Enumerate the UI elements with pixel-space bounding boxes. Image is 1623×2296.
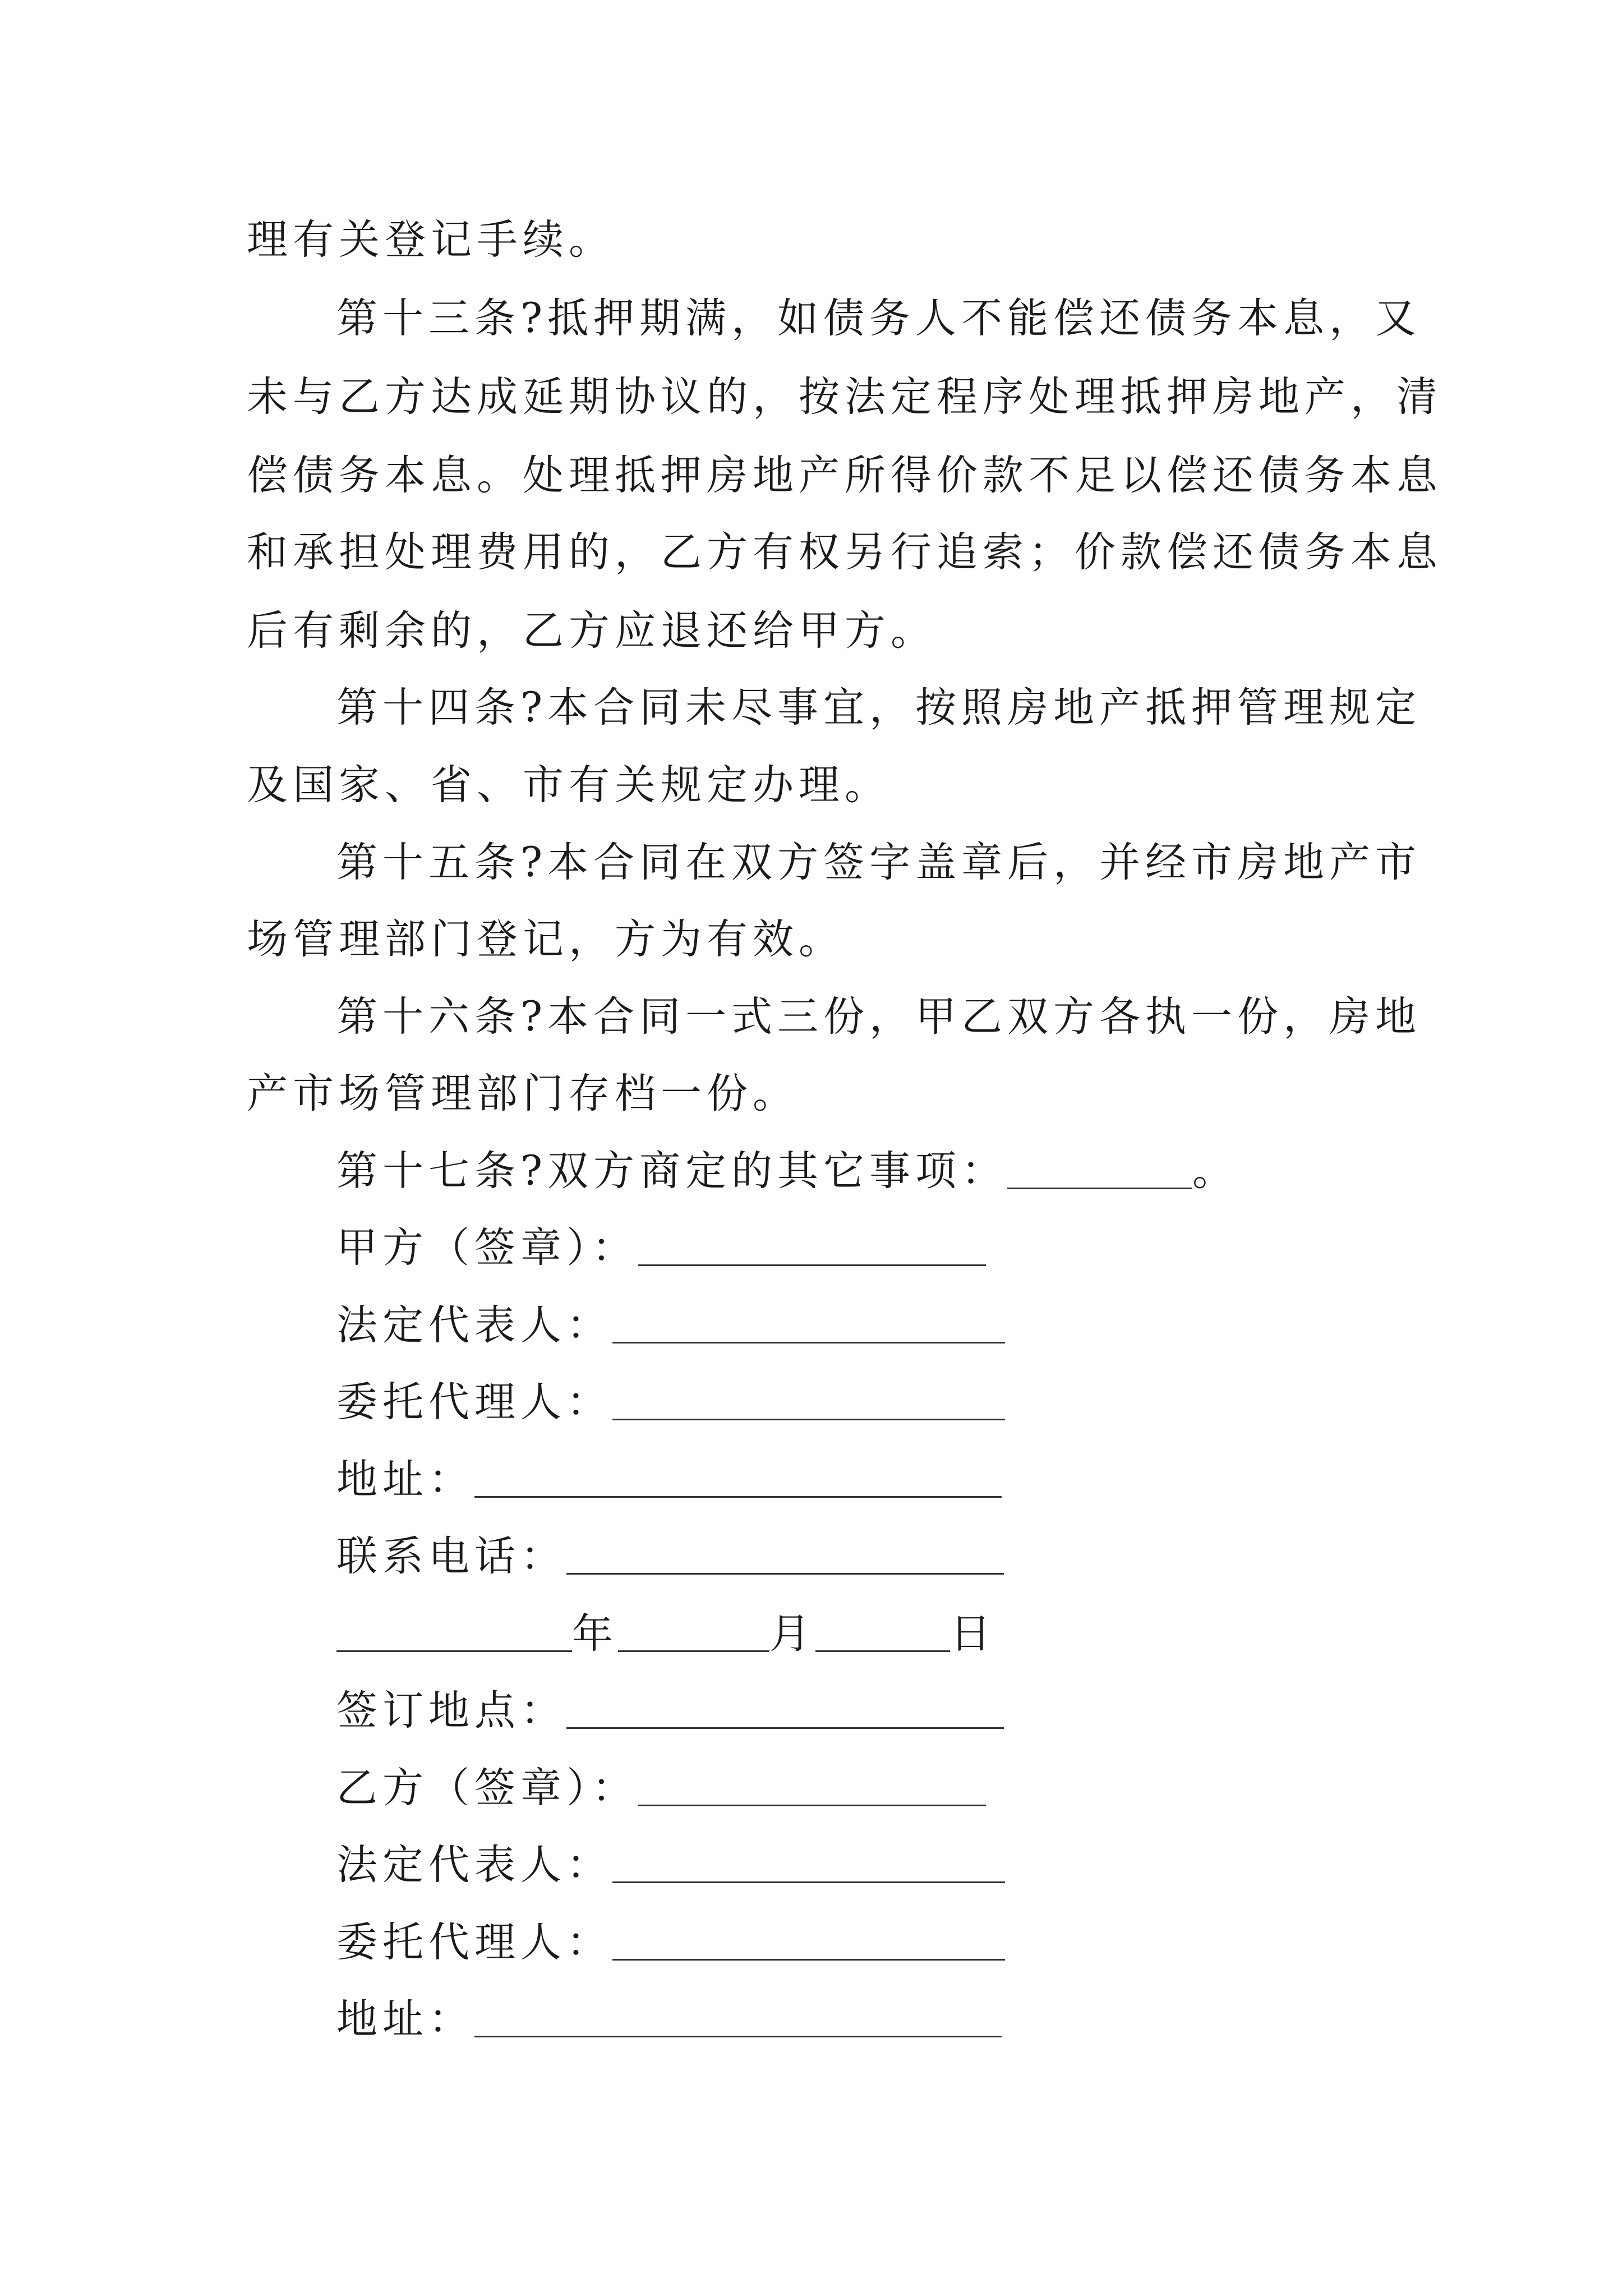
party-a-agent-label: 委托代理人： — [336, 1378, 612, 1426]
year-blank[interactable] — [336, 1610, 572, 1652]
day-label: 日 — [950, 1610, 996, 1658]
article-17-suffix: 。 — [1192, 1147, 1239, 1195]
article-17-label: 第十七条?双方商定的其它事项： — [336, 1147, 1008, 1195]
party-a-agent-blank[interactable] — [612, 1378, 1005, 1420]
party-b-agent-field — [336, 1915, 1005, 1971]
party-a-seal-blank[interactable] — [638, 1224, 986, 1266]
month-label: 月 — [769, 1610, 815, 1658]
party-a-seal-field — [336, 1220, 986, 1276]
party-a-address-field — [336, 1452, 1002, 1508]
signing-place-field — [336, 1683, 1004, 1739]
party-b-agent-label: 委托代理人： — [336, 1918, 612, 1966]
party-b-legal-rep-label: 法定代表人： — [336, 1841, 612, 1889]
party-b-agent-blank[interactable] — [612, 1918, 1005, 1961]
text-line: 第十六条?本合同一式三份，甲乙双方各执一份，房地 — [336, 993, 1422, 1041]
party-a-legal-rep-field — [336, 1297, 1005, 1354]
party-b-address-blank[interactable] — [474, 1995, 1002, 2037]
party-a-seal-label: 甲方（签章）： — [336, 1224, 638, 1272]
party-b-seal-field — [336, 1760, 986, 1816]
party-b-seal-blank[interactable] — [638, 1764, 986, 1806]
party-a-address-blank[interactable] — [474, 1456, 1002, 1498]
article-17 — [336, 1143, 1238, 1199]
year-label: 年 — [572, 1610, 618, 1658]
party-a-phone-label: 联系电话： — [336, 1533, 566, 1580]
text-line: 第十三条?抵押期满，如债务人不能偿还债务本息，又 — [336, 295, 1422, 342]
month-blank[interactable] — [618, 1610, 769, 1652]
text-line: 偿债务本息。处理抵押房地产所得价款不足以偿还债务本息 — [247, 452, 1442, 499]
signing-place-blank[interactable] — [566, 1687, 1004, 1729]
party-a-legal-rep-label: 法定代表人： — [336, 1301, 612, 1349]
party-b-legal-rep-blank[interactable] — [612, 1841, 1005, 1883]
signing-place-label: 签订地点： — [336, 1687, 566, 1734]
text-line: 及国家、省、市有关规定办理。 — [247, 761, 891, 809]
other-matters-blank[interactable] — [1007, 1147, 1192, 1189]
text-line: 产市场管理部门存档一份。 — [247, 1070, 799, 1117]
text-line: 和承担处理费用的，乙方有权另行追索；价款偿还债务本息 — [247, 528, 1442, 576]
party-a-address-label: 地址： — [336, 1456, 474, 1503]
date-field — [336, 1606, 996, 1662]
text-line: 第十四条?本合同未尽事宜，按照房地产抵押管理规定 — [336, 684, 1422, 731]
text-line: 场管理部门登记，方为有效。 — [247, 915, 845, 963]
party-a-agent-field — [336, 1374, 1005, 1430]
party-a-phone-blank[interactable] — [566, 1533, 1004, 1575]
party-b-address-label: 地址： — [336, 1995, 474, 2043]
text-line: 后有剩余的，乙方应退还给甲方。 — [247, 607, 937, 655]
party-a-legal-rep-blank[interactable] — [612, 1301, 1005, 1343]
day-blank[interactable] — [815, 1610, 950, 1652]
text-line: 未与乙方达成延期协议的，按法定程序处理抵押房地产，清 — [247, 373, 1442, 421]
party-b-legal-rep-field — [336, 1837, 1005, 1893]
text-line: 理有关登记手续。 — [247, 216, 615, 264]
text-line: 第十五条?本合同在双方签字盖章后，并经市房地产市 — [336, 839, 1422, 886]
party-b-address-field — [336, 1991, 1002, 2047]
party-b-seal-label: 乙方（签章）： — [336, 1764, 638, 1812]
party-a-phone-field — [336, 1529, 1004, 1585]
